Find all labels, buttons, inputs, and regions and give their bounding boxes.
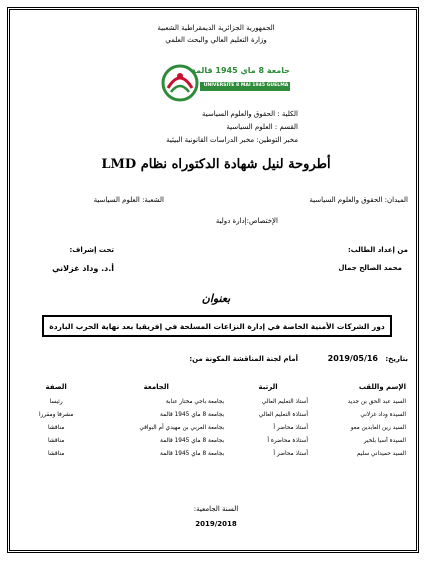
supervisor-name: أ.د. وداد غزلاني [52, 264, 114, 273]
committee-header-row [26, 383, 408, 395]
member-name: السيد حميداني سليم [356, 450, 406, 457]
university-logo [160, 62, 292, 104]
member-university: بجامعة 8 ماي 1945 قالمة [159, 450, 225, 457]
member-role: مناقشا [47, 437, 65, 444]
header-university: الجامعة [143, 383, 169, 391]
member-rank: أستاذة محاضرة أ [267, 437, 309, 444]
academic-year: 2019/2018 [195, 520, 237, 528]
member-university: بجامعة 8 ماي 1945 قالمة [159, 437, 225, 444]
academic-year-label: السنة الجامعية: [193, 505, 239, 513]
header-role: الصفة [45, 383, 67, 391]
table-row [26, 434, 408, 447]
logo-latin-name: UNIVERSITE 8 MAI 1945 GUELMA [203, 83, 289, 88]
member-role: مناقشا [47, 424, 65, 431]
specialty-field: الإختصاص:إدارة دولية [215, 217, 278, 225]
member-university: بجامعة باجي مختار عنابة [165, 398, 225, 405]
table-row [26, 395, 408, 408]
member-rank: أستاذة التعليم العالي [258, 411, 309, 418]
subject-box [42, 315, 392, 337]
prepared-by-label: من إعداد الطالب: [347, 246, 408, 254]
member-name: السيد زين العابدين معو [350, 424, 406, 431]
member-role: رئيسا [49, 398, 63, 405]
table-row [26, 408, 408, 421]
table-row [26, 421, 408, 434]
member-rank: أستاذ محاضر أ [273, 450, 309, 457]
thesis-subject: دور الشركات الأمنية الخاصة في إدارة النزاعات المسلحة في إفريقيا بعد نهاية الحرب الباردة [49, 321, 385, 331]
document-page [7, 7, 419, 553]
domain-field: الميدان: الحقوق والعلوم السياسية [309, 196, 408, 204]
member-role: مشرفا ومقررا [39, 411, 74, 418]
faculty-line: الكلية : الحقوق والعلوم السياسية [202, 110, 298, 118]
student-name: محمد الصالح جمال [338, 264, 402, 272]
member-role: مناقشا [47, 450, 65, 457]
member-name: السيدة آسيا بلخير [363, 437, 406, 444]
supervisor-label: تحت إشراف: [69, 246, 114, 254]
defense-date: 2019/05/16 [327, 354, 378, 363]
member-name: السيدة وداد غزلاني [360, 411, 406, 418]
ministry-line: وزارة التعليم العالي والبحث العلمي [165, 36, 267, 44]
committee-label: أمام لجنة المناقشة المكونة من: [189, 355, 298, 363]
department-line: القسم : العلوم السياسية [226, 123, 298, 131]
member-university: بجامعة العربي بن مهيدي أم البواقي [139, 424, 225, 431]
republic-line: الجمهورية الجزائرية الديمقراطية الشعبية [157, 24, 275, 32]
logo-arabic-name: جامعة 8 ماي 1945 قالمة [191, 66, 290, 75]
branch-field: الشعبة: العلوم السياسية [93, 196, 164, 204]
header-rank: الرتبة [258, 383, 278, 391]
committee-table [26, 383, 408, 460]
table-row [26, 447, 408, 460]
member-name: السيد عبد الحق بن جديد [347, 398, 406, 405]
header-name: الإسم واللقب [358, 383, 406, 391]
member-rank: أستاذ التعليم العالي [261, 398, 309, 405]
date-label: بتاريخ: [385, 355, 408, 363]
member-rank: أستاذ محاضر أ [273, 424, 309, 431]
titled-label: بعنوان [201, 292, 231, 305]
member-university: بجامعة 8 ماي 1945 قالمة [159, 411, 225, 418]
lab-line: مخبر التوطين: مخبر الدراسات القانونية البيئية [166, 136, 298, 144]
thesis-title: أطروحة لنيل شهادة الدكتوراه نظام LMD [101, 157, 331, 172]
